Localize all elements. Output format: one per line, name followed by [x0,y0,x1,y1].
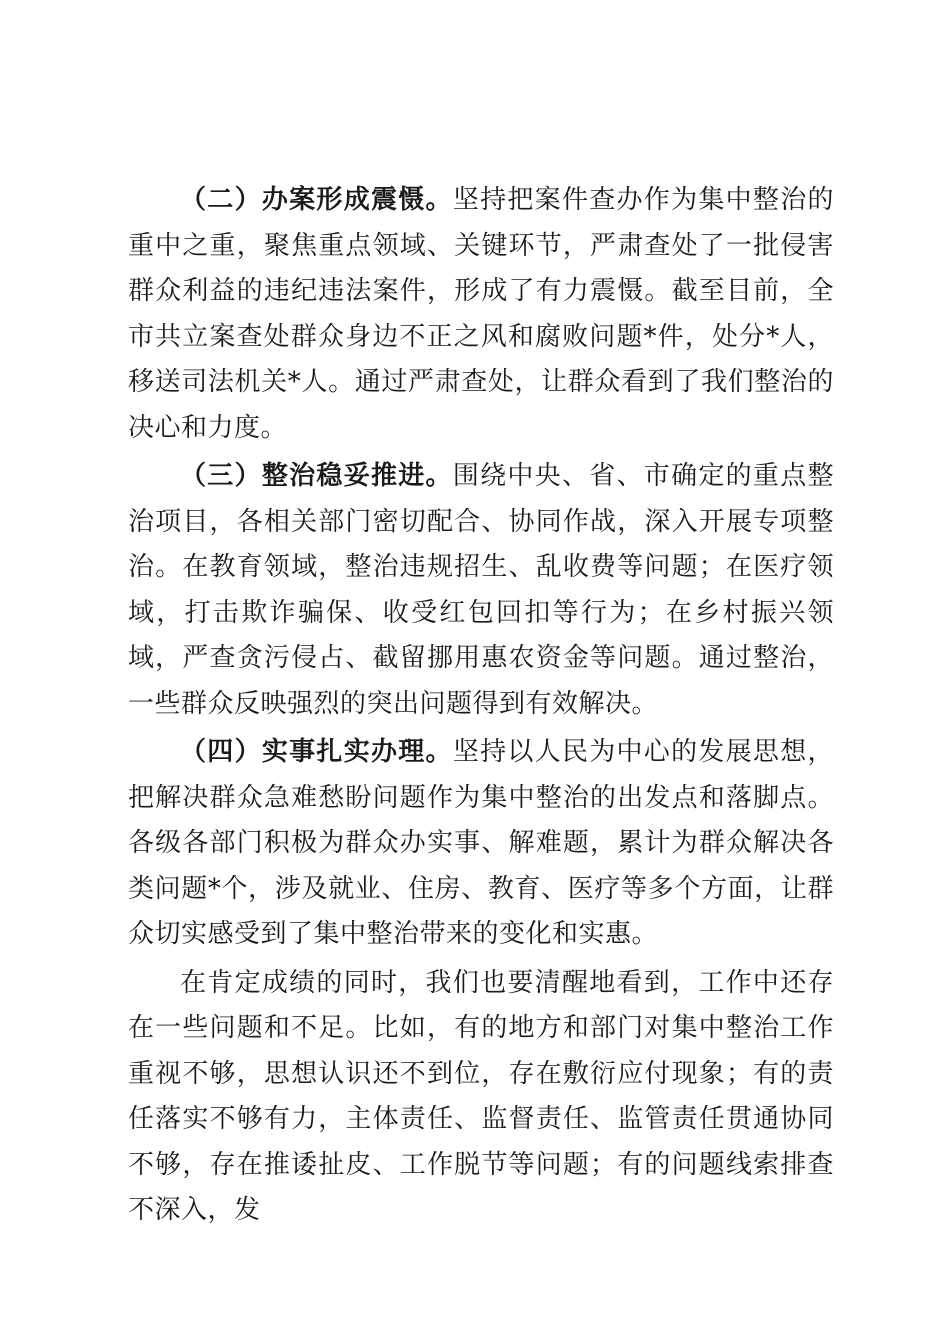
paragraph-heading: （二）办案形成震慑。 [180,185,453,215]
paragraph-body: 围绕中央、省、市确定的重点整治项目，各相关部门密切配合、协同作战，深入开展专项整治。在教育领域，整治违规招生、乱收费等问题；在医疗领域，打击欺诈骗保、收受红包回扣等行为；在乡村振兴领域，严查贪污侵占、截留挪用惠农资金等问题。通过整治，一些群众反映强烈的突出问题得到有效解决。 [128,461,834,719]
paragraph-body: 在肯定成绩的同时，我们也要清醒地看到，工作中还存在一些问题和不足。比如，有的地方和部门对集中整治工作重视不够，思想认识还不到位，存在敷衍应付现象；有的责任落实不够有力，主体责任、监督责任、监管责任贯通协同不够，存在推诿扯皮、工作脱节等问题；有的问题线索排查不深入，发 [128,967,834,1225]
paragraph-practical-matters [128,730,834,958]
paragraph-rectification [128,454,834,727]
paragraph-heading: （三）整治稳妥推进。 [180,461,453,491]
paragraph-body: 坚持以人民为中心的发展思想，把解决群众急难愁盼问题作为集中整治的出发点和落脚点。各级各部门积极为群众办实事、解难题，累计为群众解决各类问题*个，涉及就业、住房、教育、医疗等多个方面，让群众切实感受到了集中整治带来的变化和实惠。 [128,737,834,949]
document-page [128,178,834,1237]
paragraph-body: 坚持把案件查办作为集中整治的重中之重，聚焦重点领域、关键环节，严肃查处了一批侵害群众利益的违纪违法案件，形成了有力震慑。截至目前，全市共立案查处群众身边不正之风和腐败问题*件，处分*人，移送司法机关*人。通过严肃查处，让群众看到了我们整治的决心和力度。 [128,185,834,443]
paragraph-problems [128,961,834,1234]
paragraph-heading: （四）实事扎实办理。 [180,737,453,767]
paragraph-handling-cases [128,178,834,451]
